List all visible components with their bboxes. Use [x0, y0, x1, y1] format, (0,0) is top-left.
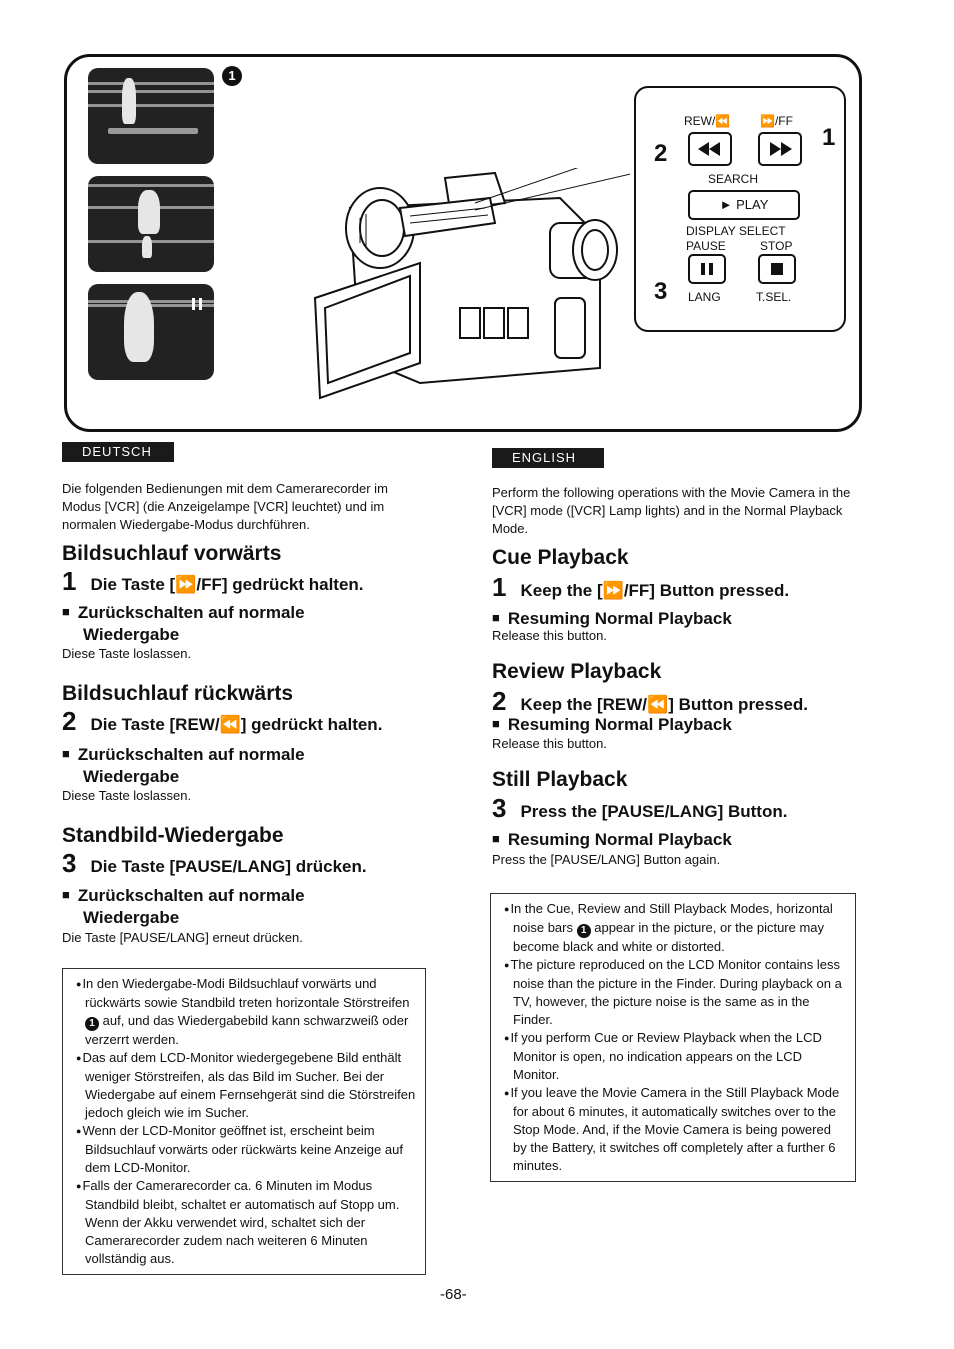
play-button-label: ► PLAY	[719, 197, 769, 212]
note-de-3: ● Wenn der LCD-Monitor geöffnet ist, erscheint beim Bildsuchlauf vorwärts oder rückwärts keine Anzeige auf dem LCD-Monitor.	[85, 1122, 417, 1177]
body-en-1: Release this button.	[492, 628, 607, 643]
callout-2: 2	[654, 140, 668, 167]
note-en-3: ● If you perform Cue or Review Playback when the LCD Monitor is open, no indication appears on the LCD Monitor.	[513, 1029, 847, 1084]
step-number: 2	[62, 706, 77, 736]
section-title-en-2: Review Playback	[492, 660, 662, 683]
pause-icon	[690, 256, 724, 282]
intro-english: Perform the following operations with the Movie Camera in the [VCR] mode ([VCR] Lamp lights) and in the Normal Playback Mode.	[492, 485, 851, 536]
rew-button[interactable]	[688, 132, 732, 166]
noise-bar-callout-badge: 1	[222, 66, 242, 86]
subheading-de-2: ■ Zurückschalten auf normale Wiedergabe	[62, 744, 305, 787]
subheading-de-1: ■ Zurückschalten auf normale Wiedergabe	[62, 602, 305, 645]
step-en-2	[492, 686, 808, 717]
ff-button[interactable]	[758, 132, 802, 166]
step-en-3	[492, 793, 787, 824]
step-number: 3	[492, 793, 507, 823]
callout-3: 3	[654, 278, 668, 305]
playback-thumbnail-2	[88, 176, 214, 272]
step-en-1	[492, 572, 789, 603]
ff-button-label: ⏩/FF	[760, 114, 793, 128]
noise-bar-badge: 1	[577, 924, 591, 938]
step-number: 1	[62, 566, 77, 596]
step-de-3	[62, 848, 367, 879]
body-en-3: Press the [PAUSE/LANG] Button again.	[492, 852, 721, 867]
rewind-icon	[690, 134, 730, 164]
language-tag-deutsch: DEUTSCH	[62, 442, 174, 462]
tsel-label: T.SEL.	[756, 290, 792, 304]
section-title-en-3: Still Playback	[492, 768, 628, 791]
section-title-de-1: Bildsuchlauf vorwärts	[62, 542, 282, 565]
note-en-2: ● The picture reproduced on the LCD Monitor contains less noise than the picture in the Finder. During playback on a TV, however, the picture noise is the same as in the Finder.	[513, 956, 847, 1029]
notes-box-deutsch	[62, 968, 426, 1275]
subheading-en-1: ■ Resuming Normal Playback	[492, 608, 732, 630]
language-tag-english: ENGLISH	[492, 448, 604, 468]
display-select-label: DISPLAY SELECT	[686, 224, 786, 238]
section-title-en-1: Cue Playback	[492, 546, 629, 569]
note-en-4: ● If you leave the Movie Camera in the Still Playback Mode for about 6 minutes, it automatically switches over to the Stop Mode. And, if the Movie Camera is being powered by the Battery, it switches off completely after a further 6 minutes.	[513, 1084, 847, 1175]
fast-forward-icon	[760, 134, 800, 164]
camcorder-illustration	[300, 168, 630, 418]
step-text: Keep the [REW/⏪] Button pressed.	[520, 695, 808, 714]
body-de-2: Diese Taste loslassen.	[62, 788, 192, 803]
rew-button-label: REW/⏪	[684, 114, 731, 128]
stop-label: STOP	[760, 239, 793, 253]
control-buttons-inset	[634, 86, 846, 332]
search-label: SEARCH	[708, 172, 759, 186]
step-text: Keep the [⏩/FF] Button pressed.	[520, 581, 790, 600]
section-title-de-2: Bildsuchlauf rückwärts	[62, 682, 294, 705]
page-number: -68-	[440, 1286, 467, 1303]
step-number: 3	[62, 848, 77, 878]
play-button[interactable]	[688, 190, 800, 220]
subheading-en-2: ■ Resuming Normal Playback	[492, 714, 732, 736]
callout-1: 1	[822, 124, 836, 151]
intro-deutsch: Die folgenden Bedienungen mit dem Camerarecorder im Modus [VCR] (die Anzeigelampe [VCR] leuchtet) und im normalen Wiedergabe-Modus durchführen.	[62, 481, 388, 532]
note-de-4: ● Falls der Camerarecorder ca. 6 Minuten im Modus Standbild bleibt, schaltet er automatisch auf Stopp um. Wenn der Akku verwendet wird, schaltet sich der Camerarecorder zudem nach weiteren 6 Minuten vollständig aus.	[85, 1177, 417, 1268]
note-de-2: ● Das auf dem LCD-Monitor wiedergegebene Bild enthält weniger Störstreifen, als das Bild im Sucher. Bei der Wiedergabe auf einem Fernsehgerät sind die Störstreifen jedoch gleich wie im Sucher.	[85, 1049, 417, 1122]
body-en-2: Release this button.	[492, 736, 607, 751]
body-de-1: Diese Taste loslassen.	[62, 646, 192, 661]
playback-thumbnail-1	[88, 68, 214, 164]
step-de-2	[62, 706, 382, 737]
pause-lang-button[interactable]	[688, 254, 726, 284]
note-en-1: ● In the Cue, Review and Still Playback Modes, horizontal noise bars 1 appear in the picture, or the picture may become black and white or distorted.	[513, 900, 847, 956]
pause-label: PAUSE	[686, 239, 726, 253]
lang-label: LANG	[688, 290, 721, 304]
subheading-en-3: ■ Resuming Normal Playback	[492, 829, 732, 851]
body-de-3: Die Taste [PAUSE/LANG] erneut drücken.	[62, 930, 303, 945]
step-de-1	[62, 566, 364, 597]
playback-thumbnail-3	[88, 284, 214, 380]
note-de-1: ● In den Wiedergabe-Modi Bildsuchlauf vorwärts und rückwärts sowie Standbild treten horizontale Störstreifen 1 auf, und das Wiedergabebild kann schwarzweiß oder verzerrt werden.	[85, 975, 417, 1049]
step-text: Press the [PAUSE/LANG] Button.	[520, 802, 788, 821]
step-text: Die Taste [⏩/FF] gedrückt halten.	[90, 575, 364, 594]
noise-bar-badge: 1	[85, 1017, 99, 1031]
section-title-de-3: Standbild-Wiedergabe	[62, 824, 284, 847]
step-number: 2	[492, 686, 507, 716]
step-text: Die Taste [PAUSE/LANG] drücken.	[90, 857, 367, 876]
stop-tsel-button[interactable]	[758, 254, 796, 284]
notes-box-english	[490, 893, 856, 1182]
step-number: 1	[492, 572, 507, 602]
step-text: Die Taste [REW/⏪] gedrückt halten.	[90, 715, 383, 734]
stop-icon	[760, 256, 794, 282]
subheading-de-3: ■ Zurückschalten auf normale Wiedergabe	[62, 885, 305, 928]
